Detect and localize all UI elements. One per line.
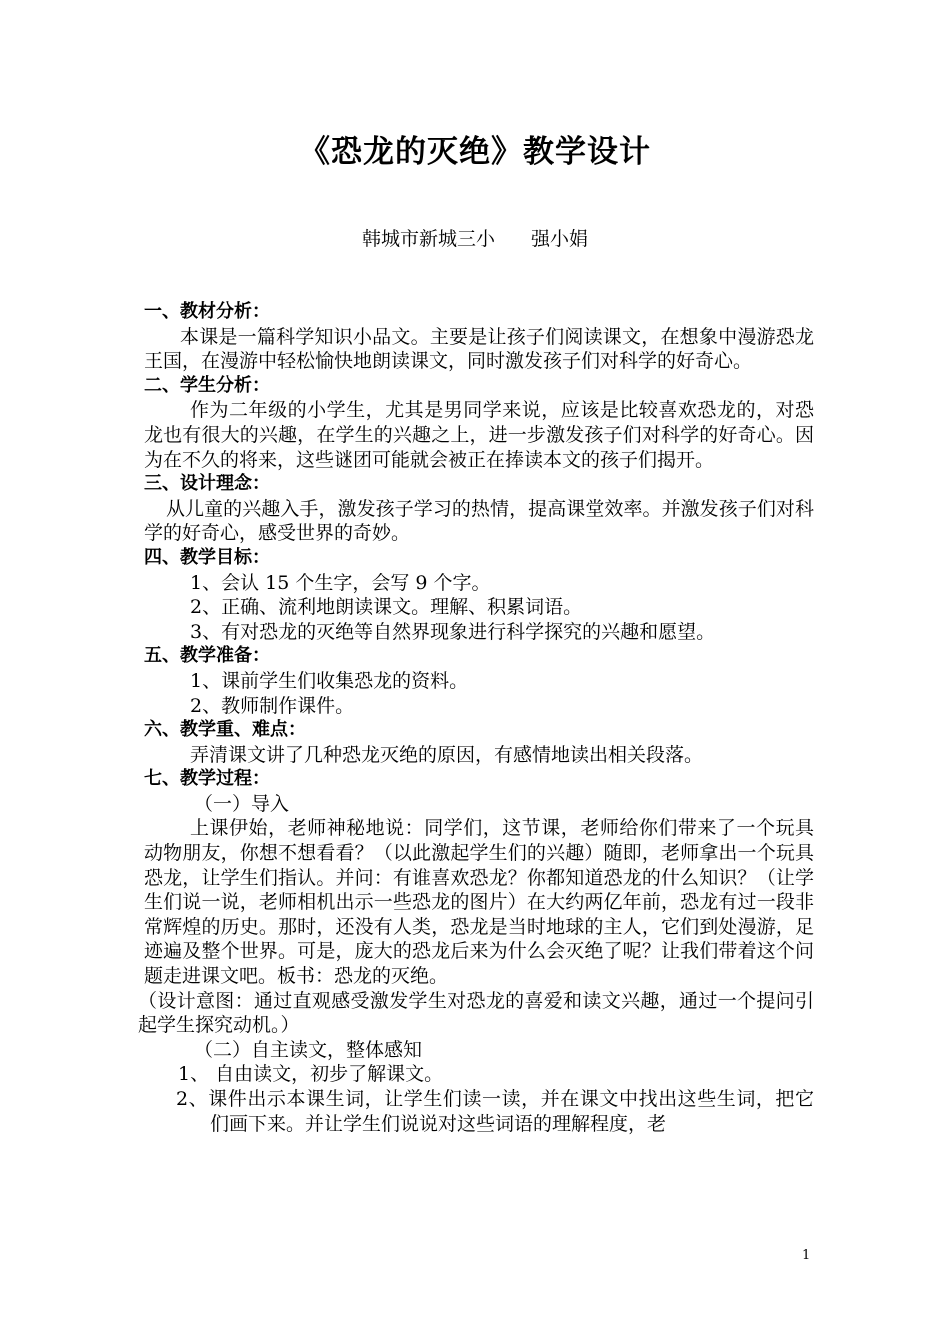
section-heading: 二、学生分析： bbox=[144, 374, 270, 396]
author-line bbox=[0, 224, 950, 251]
section-heading: 一、教材分析： bbox=[144, 301, 270, 322]
design-intent-note: （设计意图：通过直观感受激发学生对恐龙的喜爱和读文兴趣，通过一个提问引起学生探究动机。） bbox=[138, 989, 814, 1037]
list-item: 1、课前学生们收集恐龙的资料。 bbox=[190, 669, 469, 692]
author-name: 强小娟 bbox=[531, 228, 589, 250]
section-paragraph: 作为二年级的小学生，尤其是男同学来说，应该是比较喜欢恐龙的，对恐龙也有很大的兴趣，在学生的兴趣之上，进一步激发孩子们对科学的好奇心。因为在不久的将来，这些谜团可能就会被正在捧读本文的孩子们揭开。 bbox=[144, 399, 814, 471]
document-title: 《恐龙的灭绝》教学设计 bbox=[299, 134, 651, 170]
section-heading: 五、教学准备： bbox=[144, 645, 270, 667]
subsection-heading: （一）导入 bbox=[194, 792, 290, 815]
list-item: 3、有对恐龙的灭绝等自然界现象进行科学探究的兴趣和愿望。 bbox=[190, 620, 716, 643]
document-body bbox=[138, 300, 814, 1136]
section-paragraph: 从儿童的兴趣入手，激发孩子学习的热情，提高课堂效率。并激发孩子们对科学的好奇心，感受世界的奇妙。 bbox=[144, 497, 814, 545]
page-number: 1 bbox=[802, 1248, 811, 1263]
list-item: 1、 自由读文，初步了解课文。 bbox=[178, 1063, 444, 1086]
list-item: 2、正确、流利地朗读课文。理解、积累词语。 bbox=[190, 596, 583, 619]
subsection-heading: （二）自主读文，整体感知 bbox=[194, 1038, 423, 1061]
section-paragraph: 本课是一篇科学知识小品文。主要是让孩子们阅读课文，在想象中漫游恐龙王国，在漫游中轻松愉快地朗读课文，同时激发孩子们对科学的好奇心。 bbox=[144, 325, 814, 373]
list-item: 2、教师制作课件。 bbox=[190, 694, 355, 717]
section-heading: 三、设计理念： bbox=[144, 473, 270, 495]
author-school: 韩城市新城三小 bbox=[361, 228, 495, 250]
section-heading: 七、教学过程： bbox=[144, 768, 270, 790]
list-item: 2、课件出示本课生词，让学生们读一读，并在课文中找出这些生词，把它们画下来。并让学生们说说对这些词语的理解程度，老 bbox=[176, 1088, 814, 1135]
section-paragraph: 上课伊始，老师神秘地说：同学们，这节课，老师给你们带来了一个玩具动物朋友，你想不想看看？（以此激起学生们的兴趣）随即，老师拿出一个玩具恐龙，让学生们指认。并问：有谁喜欢恐龙？你都知道恐龙的什么知识？（让学生们说一说，老师相机出示一些恐龙的图片）在大约两亿年前，恐龙有过一段非常辉煌的历史。那时，还没有人类，恐龙是当时地球的主人，它们到处漫游，足迹遍及整个世界。可是，庞大的恐龙后来为什么会灭绝了呢？让我们带着这个问题走进课文吧。板书：恐龙的灭绝。 bbox=[144, 817, 814, 988]
section-paragraph: 弄清课文讲了几种恐龙灭绝的原因，有感情地读出相关段落。 bbox=[190, 743, 704, 766]
section-heading: 四、教学目标： bbox=[144, 546, 270, 568]
list-item: 1、会认 15 个生字，会写 9 个字。 bbox=[190, 571, 491, 594]
section-heading: 六、教学重、难点： bbox=[144, 719, 306, 741]
